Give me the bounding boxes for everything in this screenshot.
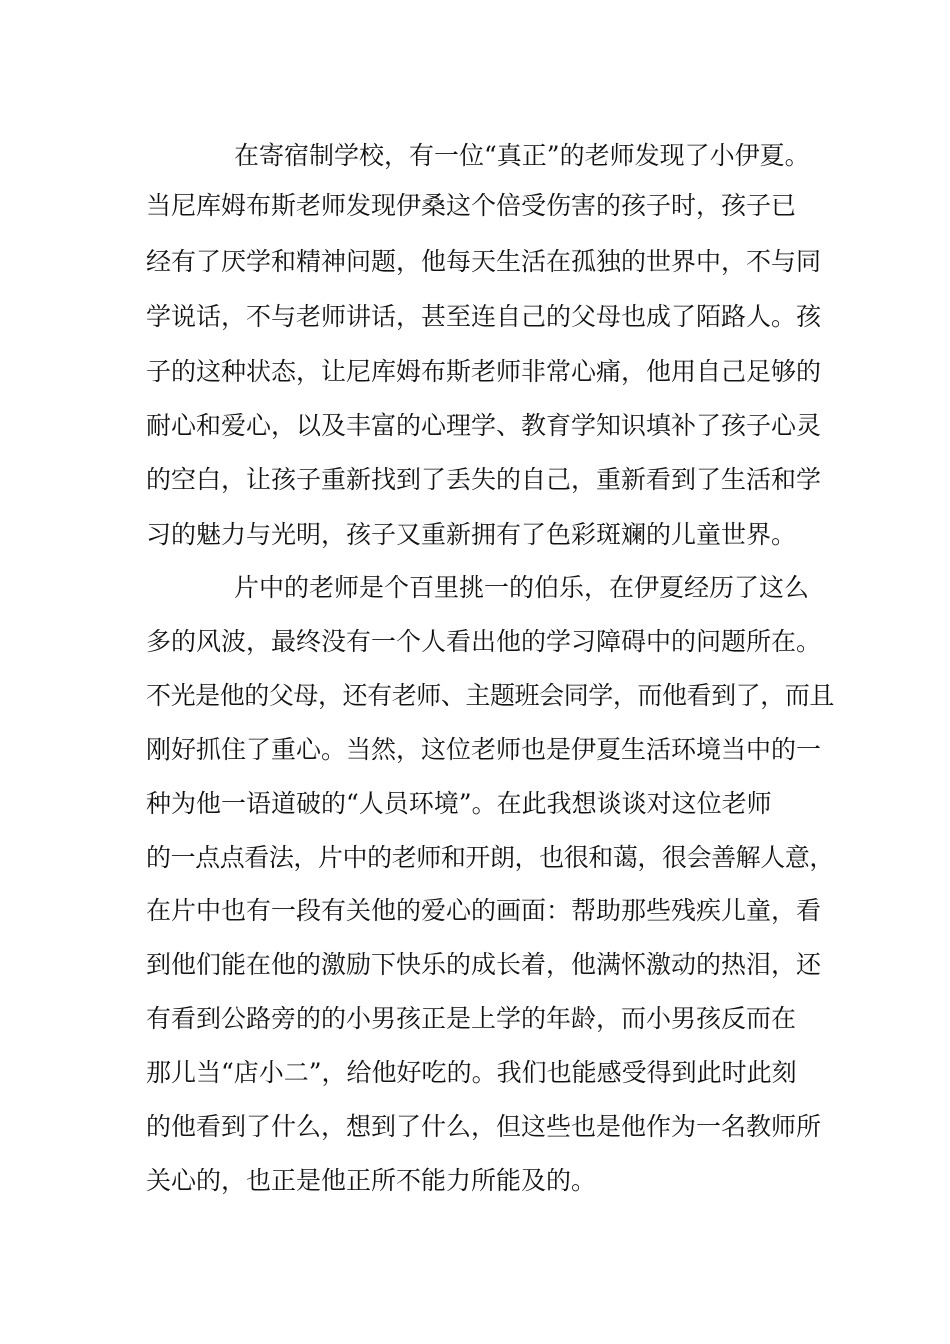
text-line: 刚好抓住了重心。当然，这位老师也是伊夏生活环境当中的一 xyxy=(146,735,822,764)
text-line: 习的魅力与光明，孩子又重新拥有了色彩斑斓的儿童世界。 xyxy=(146,520,797,549)
text-line: 在片中也有一段有关他的爱心的画面：帮助那些残疾儿童，看 xyxy=(146,896,822,925)
text-line: 种为他一语道破的“人员环境”。在此我想谈谈对这位老师 xyxy=(146,789,772,818)
text-line: 子的这种状态，让尼库姆布斯老师非常心痛，他用自己足够的 xyxy=(146,357,822,386)
text-line: 到他们能在他的激励下快乐的成长着，他满怀激动的热泪，还 xyxy=(146,950,822,979)
text-line: 关心的，也正是他正所不能力所能及的。 xyxy=(146,1166,597,1195)
text-line: 的一点点看法，片中的老师和开朗，也很和蔼，很会善解人意， xyxy=(146,843,834,872)
text-line: 学说话，不与老师讲话，甚至连自己的父母也成了陌路人。孩 xyxy=(146,302,822,331)
text-line: 那儿当“店小二”，给他好吃的。我们也能感受得到此时此刻 xyxy=(146,1058,797,1087)
text-line: 有看到公路旁的的小男孩正是上学的年龄，而小男孩反而在 xyxy=(146,1004,797,1033)
text-line: 耐心和爱心，以及丰富的心理学、教育学知识填补了孩子心灵 xyxy=(146,411,822,440)
text-line: 的他看到了什么，想到了什么，但这些也是他作为一名教师所 xyxy=(146,1112,822,1141)
text-line: 在寄宿制学校，有一位“真正”的老师发现了小伊夏。 xyxy=(234,141,810,170)
text-line: 不光是他的父母，还有老师、主题班会同学，而他看到了，而且 xyxy=(146,681,834,710)
text-line: 多的风波，最终没有一个人看出他的学习障碍中的问题所在。 xyxy=(146,627,822,656)
text-line: 当尼库姆布斯老师发现伊桑这个倍受伤害的孩子时，孩子已 xyxy=(146,191,797,220)
text-line: 的空白，让孩子重新找到了丢失的自己，重新看到了生活和学 xyxy=(146,465,822,494)
text-line: 片中的老师是个百里挑一的伯乐，在伊夏经历了这么 xyxy=(234,573,810,602)
text-line: 经有了厌学和精神问题，他每天生活在孤独的世界中，不与同 xyxy=(146,247,822,276)
